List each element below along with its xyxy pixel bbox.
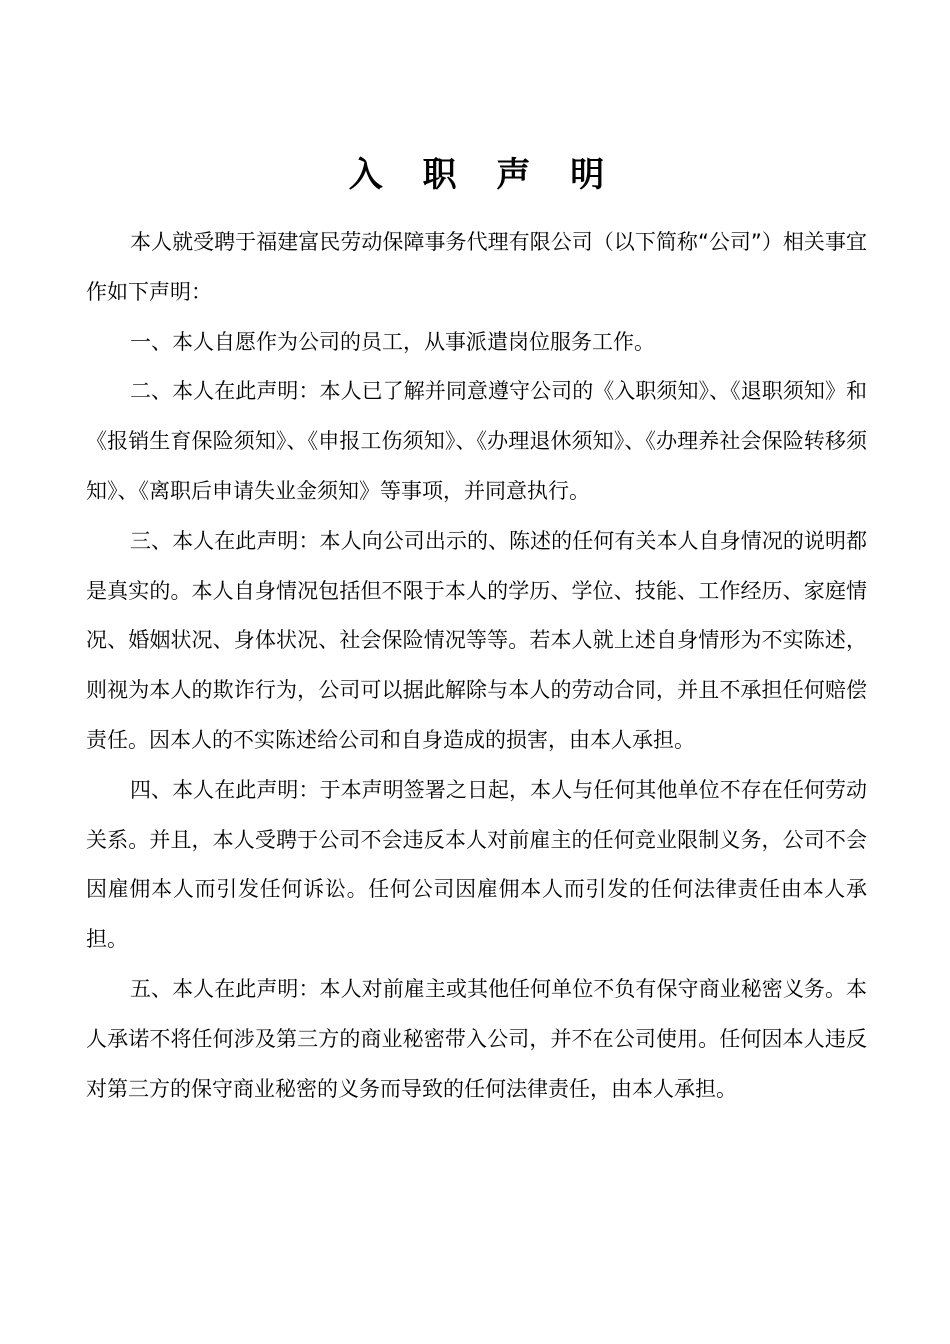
paragraph-clause-3: 三、本人在此声明：本人向公司出示的、陈述的任何有关本人自身情况的说明都是真实的。本人自身情况包括但不限于本人的学历、学位、技能、工作经历、家庭情况、婚姻状况、身体状况、社会保险情况等等。若本人就上述自身情形为不实陈述，则视为本人的欺诈行为，公司可以据此解除与本人的劳动合同，并且不承担任何赔偿责任。因本人的不实陈述给公司和自身造成的损害，由本人承担。 xyxy=(86,528,867,752)
paragraph-clause-1: 一、本人自愿作为公司的员工，从事派遣岗位服务工作。 xyxy=(130,329,655,354)
paragraph-clause-5: 五、本人在此声明：本人对前雇主或其他任何单位不负有保守商业秘密义务。本人承诺不将任何涉及第三方的商业秘密带入公司，并不在公司使用。任何因本人违反对第三方的保守商业秘密的义务而导致的任何法律责任，由本人承担。 xyxy=(86,976,867,1101)
paragraph-clause-4: 四、本人在此声明：于本声明签署之日起，本人与任何其他单位不存在任何劳动关系。并且，本人受聘于公司不会违反本人对前雇主的任何竞业限制义务，公司不会因雇佣本人而引发任何诉讼。任何公司因雇佣本人而引发的任何法律责任由本人承担。 xyxy=(86,777,867,952)
paragraph-clause-2: 二、本人在此声明：本人已了解并同意遵守公司的《入职须知》、《退职须知》和《报销生育保险须知》、《申报工伤须知》、《办理退休须知》、《办理养社会保险转移须知》、《离职后申请失业金须知》等事项，并同意执行。 xyxy=(86,379,867,503)
document-title: 入 职 声 明 xyxy=(348,155,619,195)
paragraph-intro: 本人就受聘于福建富民劳动保障事务代理有限公司（以下简称“公司”）相关事宜作如下声明： xyxy=(86,230,867,304)
document-body xyxy=(86,218,867,1114)
